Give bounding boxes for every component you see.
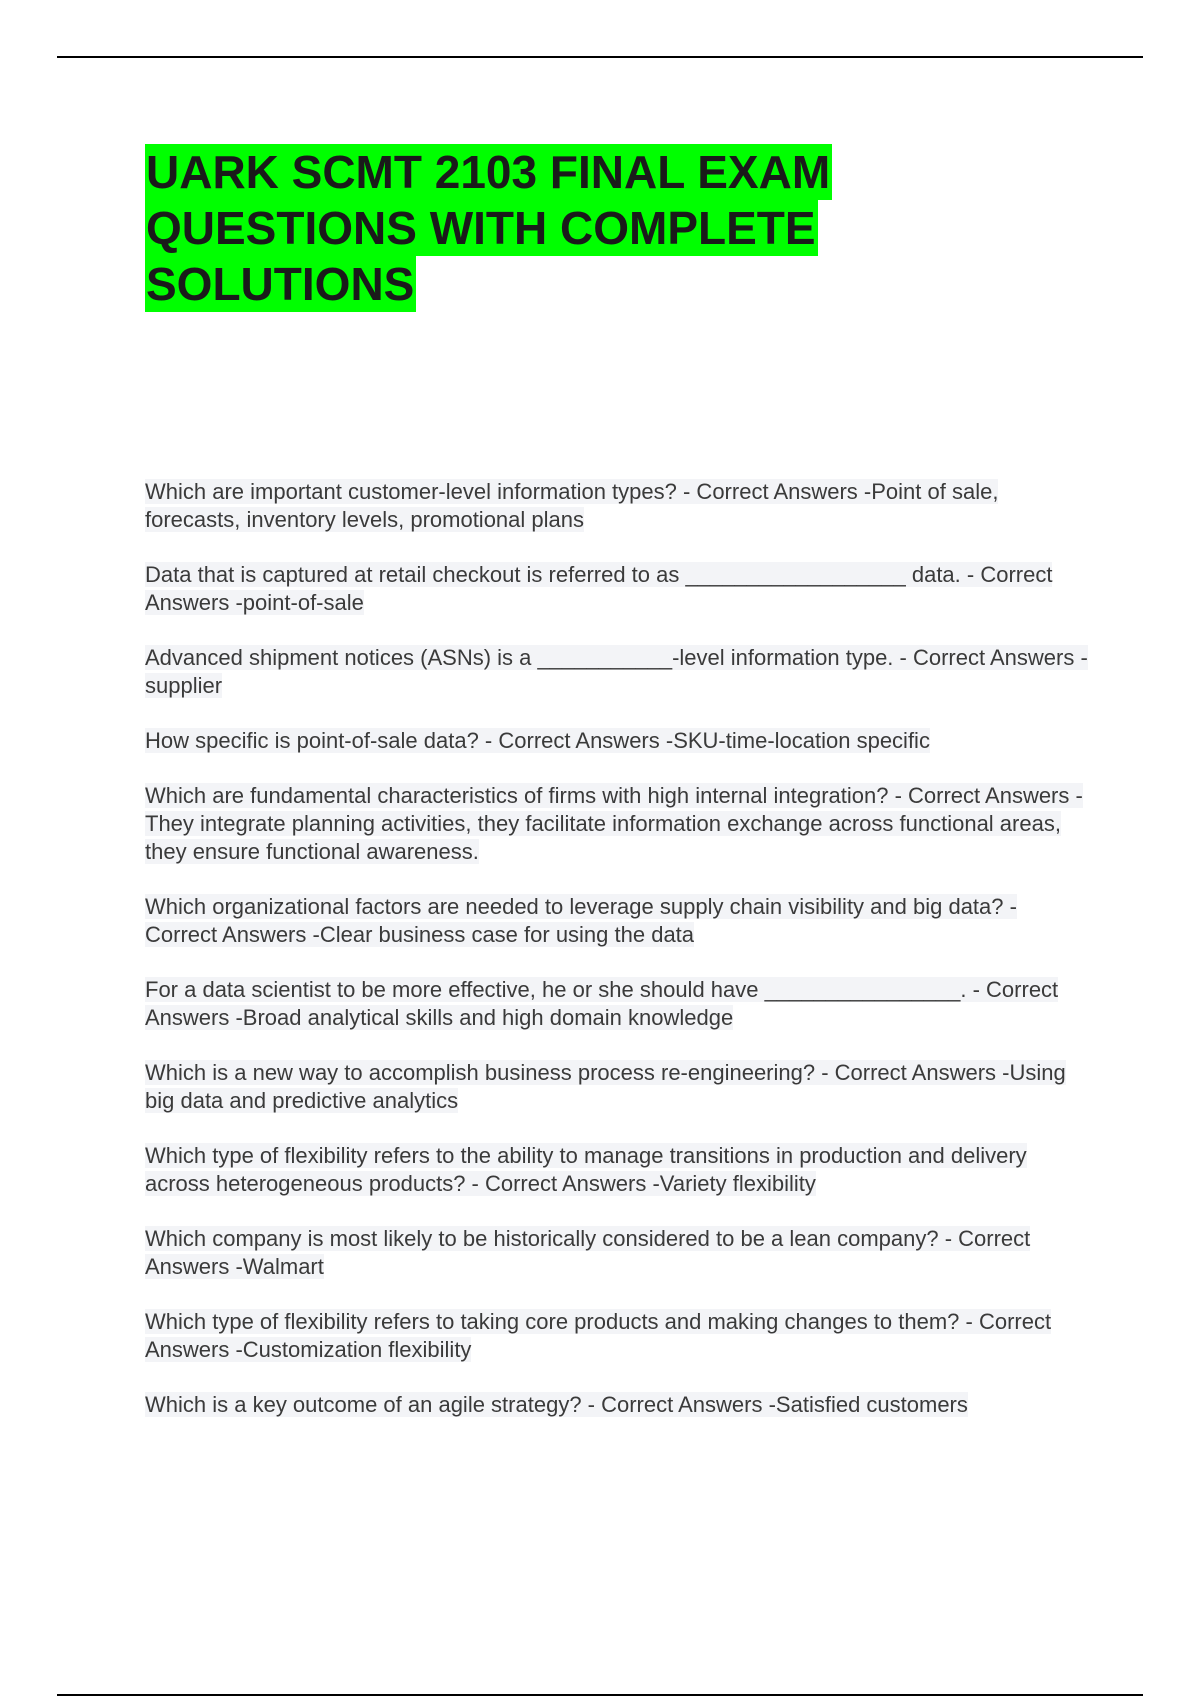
top-divider xyxy=(57,56,1143,58)
question-text: Which organizational factors are needed to leverage supply chain visibility and big data? - Correct Answers -Clear business case for using the data xyxy=(145,894,1017,947)
question-item-12 xyxy=(145,1391,1095,1419)
title-line-2: QUESTIONS WITH COMPLETE xyxy=(146,202,816,254)
question-item-10 xyxy=(145,1225,1095,1281)
question-item-3 xyxy=(145,644,1095,700)
question-text: Which is a new way to accomplish business process re-engineering? - Correct Answers -Using big data and predictive analytics xyxy=(145,1060,1066,1113)
question-item-9 xyxy=(145,1142,1095,1198)
question-item-7 xyxy=(145,976,1095,1032)
question-list xyxy=(145,478,1095,1446)
question-item-2 xyxy=(145,561,1095,617)
document-title xyxy=(145,144,945,312)
question-item-4 xyxy=(145,727,1095,755)
question-text: Which type of flexibility refers to taking core products and making changes to them? - Correct Answers -Customization flexibility xyxy=(145,1309,1052,1362)
question-text: For a data scientist to be more effective, he or she should have ________________. - Correct Answers -Broad analytical skills and high domain knowledge xyxy=(145,977,1059,1030)
title-line-1: UARK SCMT 2103 FINAL EXAM xyxy=(146,146,831,198)
title-line-3: SOLUTIONS xyxy=(146,258,415,310)
question-item-8 xyxy=(145,1059,1095,1115)
question-text: Data that is captured at retail checkout is referred to as __________________ data. - Correct Answers -point-of-sale xyxy=(145,562,1053,615)
question-text: Advanced shipment notices (ASNs) is a ___________-level information type. - Correct Answers -supplier xyxy=(145,645,1088,698)
question-text: Which type of flexibility refers to the ability to manage transitions in production and delivery across heterogeneous products? - Correct Answers -Variety flexibility xyxy=(145,1143,1027,1196)
question-item-11 xyxy=(145,1308,1095,1364)
question-item-1 xyxy=(145,478,1095,534)
question-text: Which are fundamental characteristics of firms with high internal integration? - Correct Answers -They integrate planning activities, they facilitate information exchange across functional areas, they ensure functional awareness. xyxy=(145,783,1083,864)
question-text: Which is a key outcome of an agile strategy? - Correct Answers -Satisfied customers xyxy=(145,1392,968,1417)
question-item-6 xyxy=(145,893,1095,949)
question-text: How specific is point-of-sale data? - Correct Answers -SKU-time-location specific xyxy=(145,728,930,753)
question-item-5 xyxy=(145,782,1095,866)
bottom-divider xyxy=(57,1694,1143,1696)
question-text: Which are important customer-level information types? - Correct Answers -Point of sale, forecasts, inventory levels, promotional plans xyxy=(145,479,999,532)
question-text: Which company is most likely to be historically considered to be a lean company? - Correct Answers -Walmart xyxy=(145,1226,1031,1279)
